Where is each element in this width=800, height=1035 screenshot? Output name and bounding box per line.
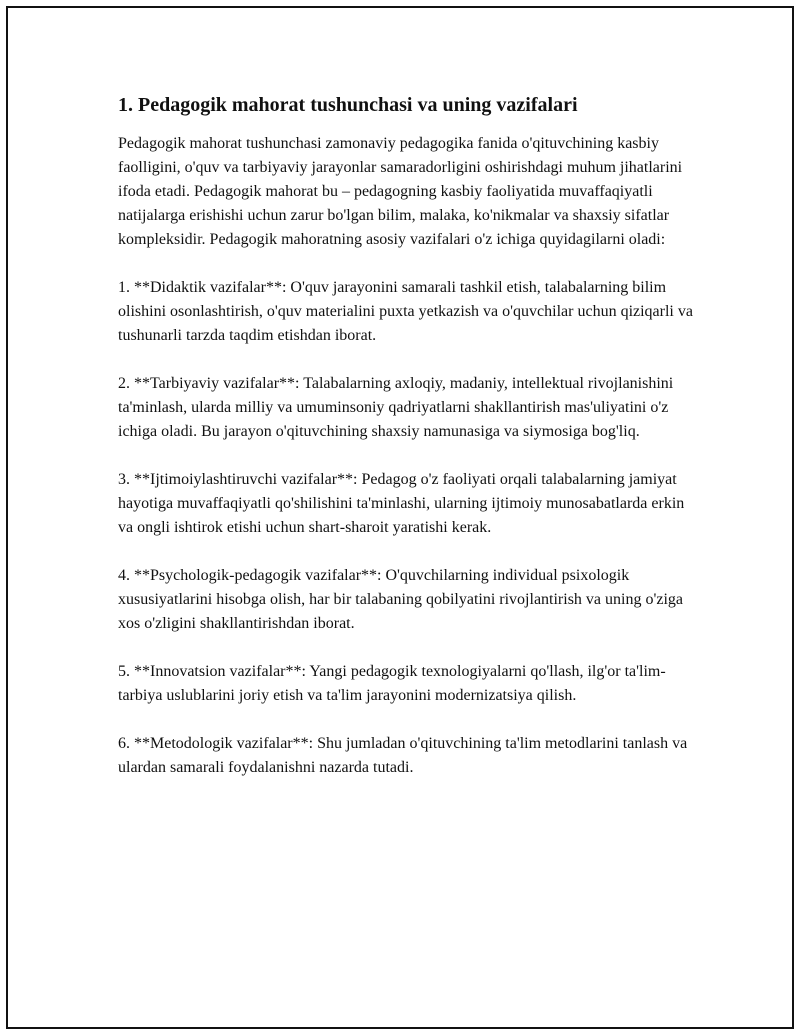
educational-functions-paragraph: 2. **Tarbiyaviy vazifalar**: Talabalarning axloqiy, madaniy, intellektual rivojlanishini ta'minlash, ularda milliy va umuminsoniy qadriyatlarni shakllantirish mas'uliyatini o'z ichiga oladi. Bu jarayon o'qituvchining shaxsiy namunasiga va siymosiga bog'liq. — [118, 375, 674, 440]
section-heading: 1. Pedagogik mahorat tushunchasi va uning vazifalari — [118, 94, 578, 116]
psychological-pedagogical-functions-paragraph: 4. **Psychologik-pedagogik vazifalar**: O'quvchilarning individual psixologik xususiyatlarini hisobga olish, har bir talabaning qobilyatini rivojlantirish va uning o'ziga xos o'zligini shakllantirishdan iborat. — [118, 567, 684, 632]
didactic-functions-paragraph: 1. **Didaktik vazifalar**: O'quv jarayonini samarali tashkil etish, talabalarning bilim olishini osonlashtirish, o'quv materialini puxta yetkazish va o'quvchilar uchun qiziqarli va tushunarli tarzda taqdim etishdan iborat. — [118, 279, 693, 344]
document-body — [110, 92, 695, 780]
innovative-functions-paragraph: 5. **Innovatsion vazifalar**: Yangi pedagogik texnologiyalarni qo'llash, ilg'or ta'lim-tarbiya uslublarini joriy etish va ta'lim jarayonini modernizatsiya qilish. — [118, 663, 666, 704]
intro-paragraph: Pedagogik mahorat tushunchasi zamonaviy pedagogika fanida o'qituvchining kasbiy faolligini, o'quv va tarbiyaviy jarayonlar samaradorligini oshirishdagi muhum jihatlarini ifoda etadi. Pedagogik mahorat bu – pedagogning kasbiy faoliyatida muvaffaqiyatli natijalarga erishishi uchun zarur bo'lgan bilim, malaka, ko'nikmalar va shaxsiy sifatlar kompleksidir. Pedagogik mahoratning asosiy vazifalari o'z ichiga quyidagilarni oladi: — [118, 135, 683, 248]
methodological-functions-paragraph: 6. **Metodologik vazifalar**: Shu jumladan o'qituvchining ta'lim metodlarini tanlash va ulardan samarali foydalanishni nazarda tutadi. — [118, 735, 688, 776]
socializing-functions-paragraph: 3. **Ijtimoiylashtiruvchi vazifalar**: Pedagog o'z faoliyati orqali talabalarning jamiyat hayotiga muvaffaqiyatli qo'shilishini ta'minlashi, ularning ijtimoiy munosabatlarda erkin va ongli ishtirok etishi uchun shart-sharoit yaratishi kerak. — [118, 471, 685, 536]
